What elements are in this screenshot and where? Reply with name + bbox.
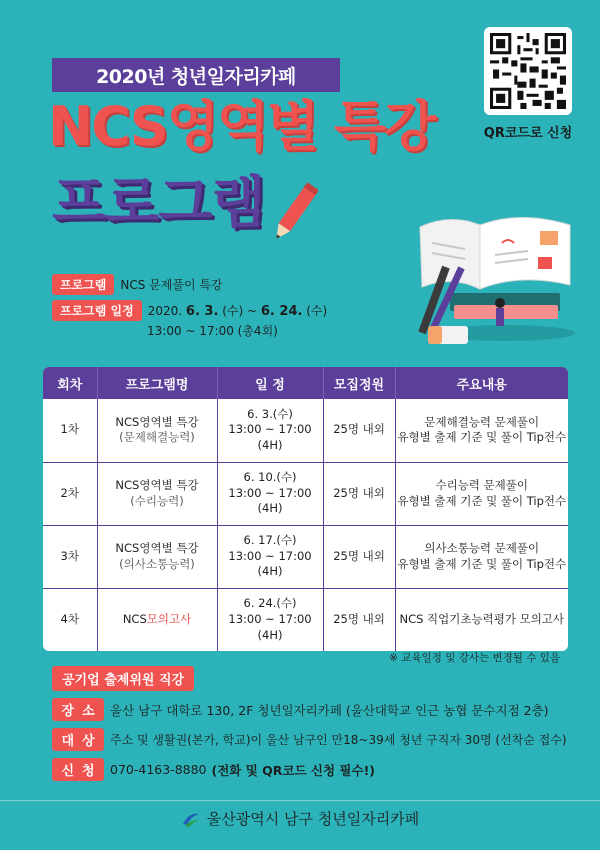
footer: [0, 808, 600, 829]
schedule-note: ※ 교육일정 및 강사는 변경될 수 있음: [389, 652, 560, 664]
place-value: 울산 남구 대학로 130, 2F 청년일자리카페 (울산대학교 인근 농협 문수지점 2층): [110, 702, 549, 718]
header-content: 주요내용: [395, 367, 568, 399]
round-cell: 1차: [43, 399, 97, 462]
capacity-cell: 25명 내외: [323, 525, 395, 588]
page-title: NCS영역별 특강: [48, 95, 435, 158]
place-row: [52, 698, 549, 721]
target-row: [52, 728, 567, 751]
table-header-row: [43, 367, 568, 399]
schedule-table: [43, 367, 568, 651]
table-row: [43, 399, 568, 462]
qr-code[interactable]: [484, 27, 572, 115]
target-label: 대상: [52, 728, 104, 751]
schedule-cell: 6. 17.(수) 13:00 ~ 17:00 (4H): [217, 525, 323, 588]
content-cell: 의사소통능력 문제풀이 유형별 출제 기준 및 풀이 Tip전수: [395, 525, 568, 588]
schedule-value: 2020. 6. 3. (수) ~ 6. 24. (수): [147, 304, 328, 319]
header-program: 프로그램명: [97, 367, 217, 399]
capacity-cell: 25명 내외: [323, 462, 395, 525]
header-capacity: 모집정원: [323, 367, 395, 399]
schedule-cell: 6. 10.(수) 13:00 ~ 17:00 (4H): [217, 462, 323, 525]
header-schedule: 일 정: [217, 367, 323, 399]
program-info: [52, 274, 223, 295]
qr-code-icon: [490, 33, 566, 109]
round-cell: 4차: [43, 588, 97, 651]
round-cell: 2차: [43, 462, 97, 525]
apply-label: 신청: [52, 758, 104, 781]
schedule-time: 13:00 ~ 17:00 (총4회): [147, 324, 278, 338]
program-cell: NCS영역별 특강 (의사소통능력): [97, 525, 217, 588]
year-band: 2020년 청년일자리카페: [52, 58, 340, 92]
schedule-info: [52, 300, 327, 321]
page-subtitle: 프로그램: [52, 171, 265, 236]
qr-label: QR코드로 신청: [483, 126, 573, 141]
footer-divider: [0, 800, 600, 801]
program-cell: NCS영역별 특강 (수리능력): [97, 462, 217, 525]
eraser-icon: [420, 320, 480, 350]
schedule-cell: 6. 3.(수) 13:00 ~ 17:00 (4H): [217, 399, 323, 462]
ulsan-logo-icon: [181, 810, 201, 828]
program-value: NCS 문제풀이 특강: [120, 278, 223, 292]
table-row: [43, 462, 568, 525]
content-cell: 문제해결능력 문제풀이 유형별 출제 기준 및 풀이 Tip전수: [395, 399, 568, 462]
program-label: 프로그램: [52, 274, 114, 295]
target-value: 주소 및 생활권(본가, 학교)이 울산 남구인 만18~39세 청년 구직자 30명 (선착순 접수): [110, 733, 567, 747]
schedule-cell: 6. 24.(수) 13:00 ~ 17:00 (4H): [217, 588, 323, 651]
apply-row: [52, 758, 375, 781]
header-round: 회차: [43, 367, 97, 399]
footer-org: 울산광역시 남구 청년일자리카페: [206, 810, 420, 828]
round-cell: 3차: [43, 525, 97, 588]
apply-note: (전화 및 QR코드 신청 필수!): [211, 762, 375, 778]
table-row: [43, 525, 568, 588]
place-label: 장소: [52, 698, 104, 721]
instructor-badge: 공기업 출제위원 직강: [52, 666, 194, 691]
program-cell: NCS영역별 특강 (문제해결능력): [97, 399, 217, 462]
apply-phone[interactable]: 070-4163-8880: [110, 762, 207, 777]
content-cell: 수리능력 문제풀이 유형별 출제 기준 및 풀이 Tip전수: [395, 462, 568, 525]
capacity-cell: 25명 내외: [323, 588, 395, 651]
program-cell: NCS모의고사: [97, 588, 217, 651]
schedule-label: 프로그램 일정: [52, 300, 142, 321]
capacity-cell: 25명 내외: [323, 399, 395, 462]
content-cell: NCS 직업기초능력평가 모의고사: [399, 611, 565, 626]
pencil-icon: [268, 180, 318, 250]
table-row: [43, 588, 568, 651]
